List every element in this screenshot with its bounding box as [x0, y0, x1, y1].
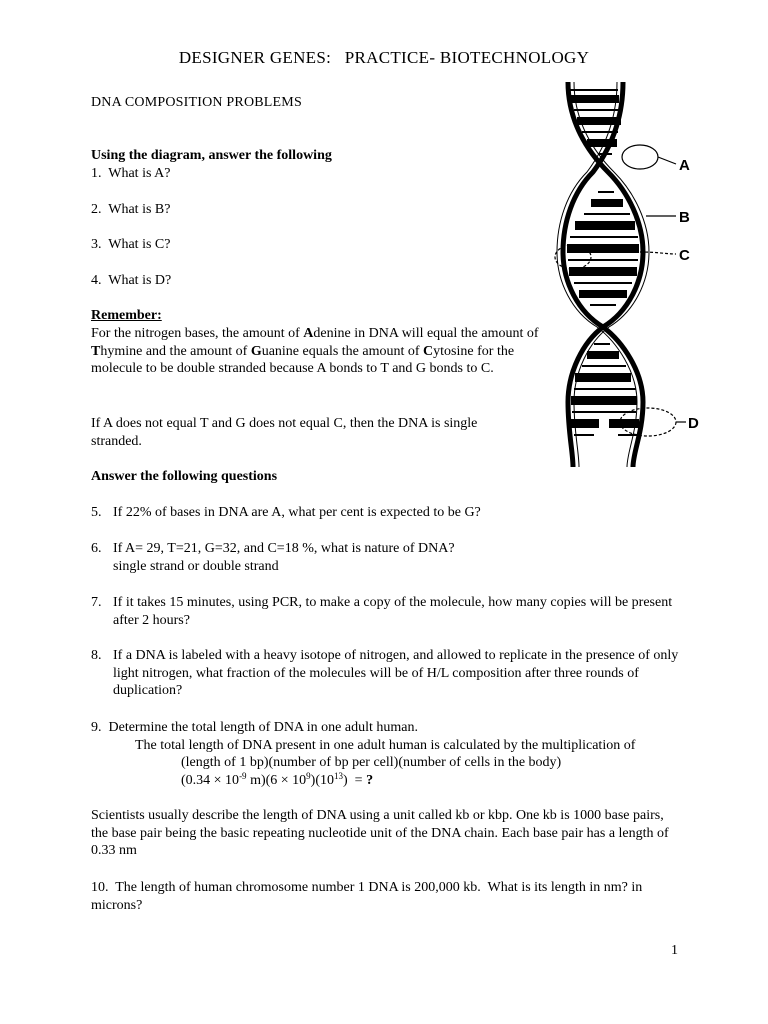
section-title: DNA COMPOSITION PROBLEMS: [91, 95, 302, 110]
question-5: 5. If 22% of bases in DNA are A, what per cent is expected to be G?: [91, 505, 481, 520]
kb-paragraph: Scientists usually describe the length of DNA using a unit called kb or kbp. One kb is 1000 base pairs, the base pair being the basic repeating nucleotide unit of the DNA chain. Each base pair has a length of 0.33 nm: [91, 808, 669, 858]
answer-heading: Answer the following questions: [91, 469, 278, 484]
label-b: B: [679, 209, 690, 226]
page-title: DESIGNER GENES: PRACTICE- BIOTECHNOLOGY: [178, 48, 590, 67]
question-9: 9. Determine the total length of DNA in one adult human.: [91, 720, 418, 735]
remember-paragraph: For the nitrogen bases, the amount of Adenine in DNA will equal the amount of Thymine and the amount of Guanine equals the amount of Cytosine for the molecule to be double stranded because A bonds to T and G bonds to C.: [91, 326, 539, 376]
helix-rungs: [568, 90, 640, 435]
question-10: 10. The length of human chromosome number 1 DNA is 200,000 kb. What is its length in nm? in microns?: [91, 880, 646, 913]
dna-helix-diagram: [548, 82, 708, 472]
page-number: 1: [671, 943, 678, 958]
question-4: 4. What is D?: [91, 273, 172, 288]
question-8: 8. If a DNA is labeled with a heavy isotope of nitrogen, and allowed to replicate in the presence of only light nitrogen, what fraction of the molecules will be of H/L composition after three rounds of duplication?: [91, 648, 679, 698]
question-6: 6. If A= 29, T=21, G=32, and C=18 %, what is nature of DNA? single strand or double strand: [91, 541, 455, 574]
question-9-line2: (length of 1 bp)(number of bp per cell)(number of cells in the body): [181, 755, 562, 770]
remember-heading: Remember:: [91, 308, 162, 323]
question-9-formula: ($0.34 \times 10^{-9}$ $m)(6 \times 10^9)(10^{13})$ = ?: [181, 771, 374, 788]
question-9-line1: The total length of DNA present in one adult human is calculated by the multiplication of: [135, 738, 636, 753]
question-7: 7. If it takes 15 minutes, using PCR, to make a copy of the molecule, how many copies will be present after 2 hours?: [91, 595, 673, 628]
diagram-intro: Using the diagram, answer the following: [91, 148, 332, 163]
question-2: 2. What is B?: [91, 202, 171, 217]
label-d: D: [688, 415, 699, 432]
question-3: 3. What is C?: [91, 237, 171, 252]
label-a: A: [679, 157, 690, 174]
single-strand-paragraph: If A does not equal T and G does not equal C, then the DNA is single stranded.: [91, 416, 478, 449]
label-c: C: [679, 247, 690, 264]
question-1: 1. What is A?: [91, 166, 171, 181]
